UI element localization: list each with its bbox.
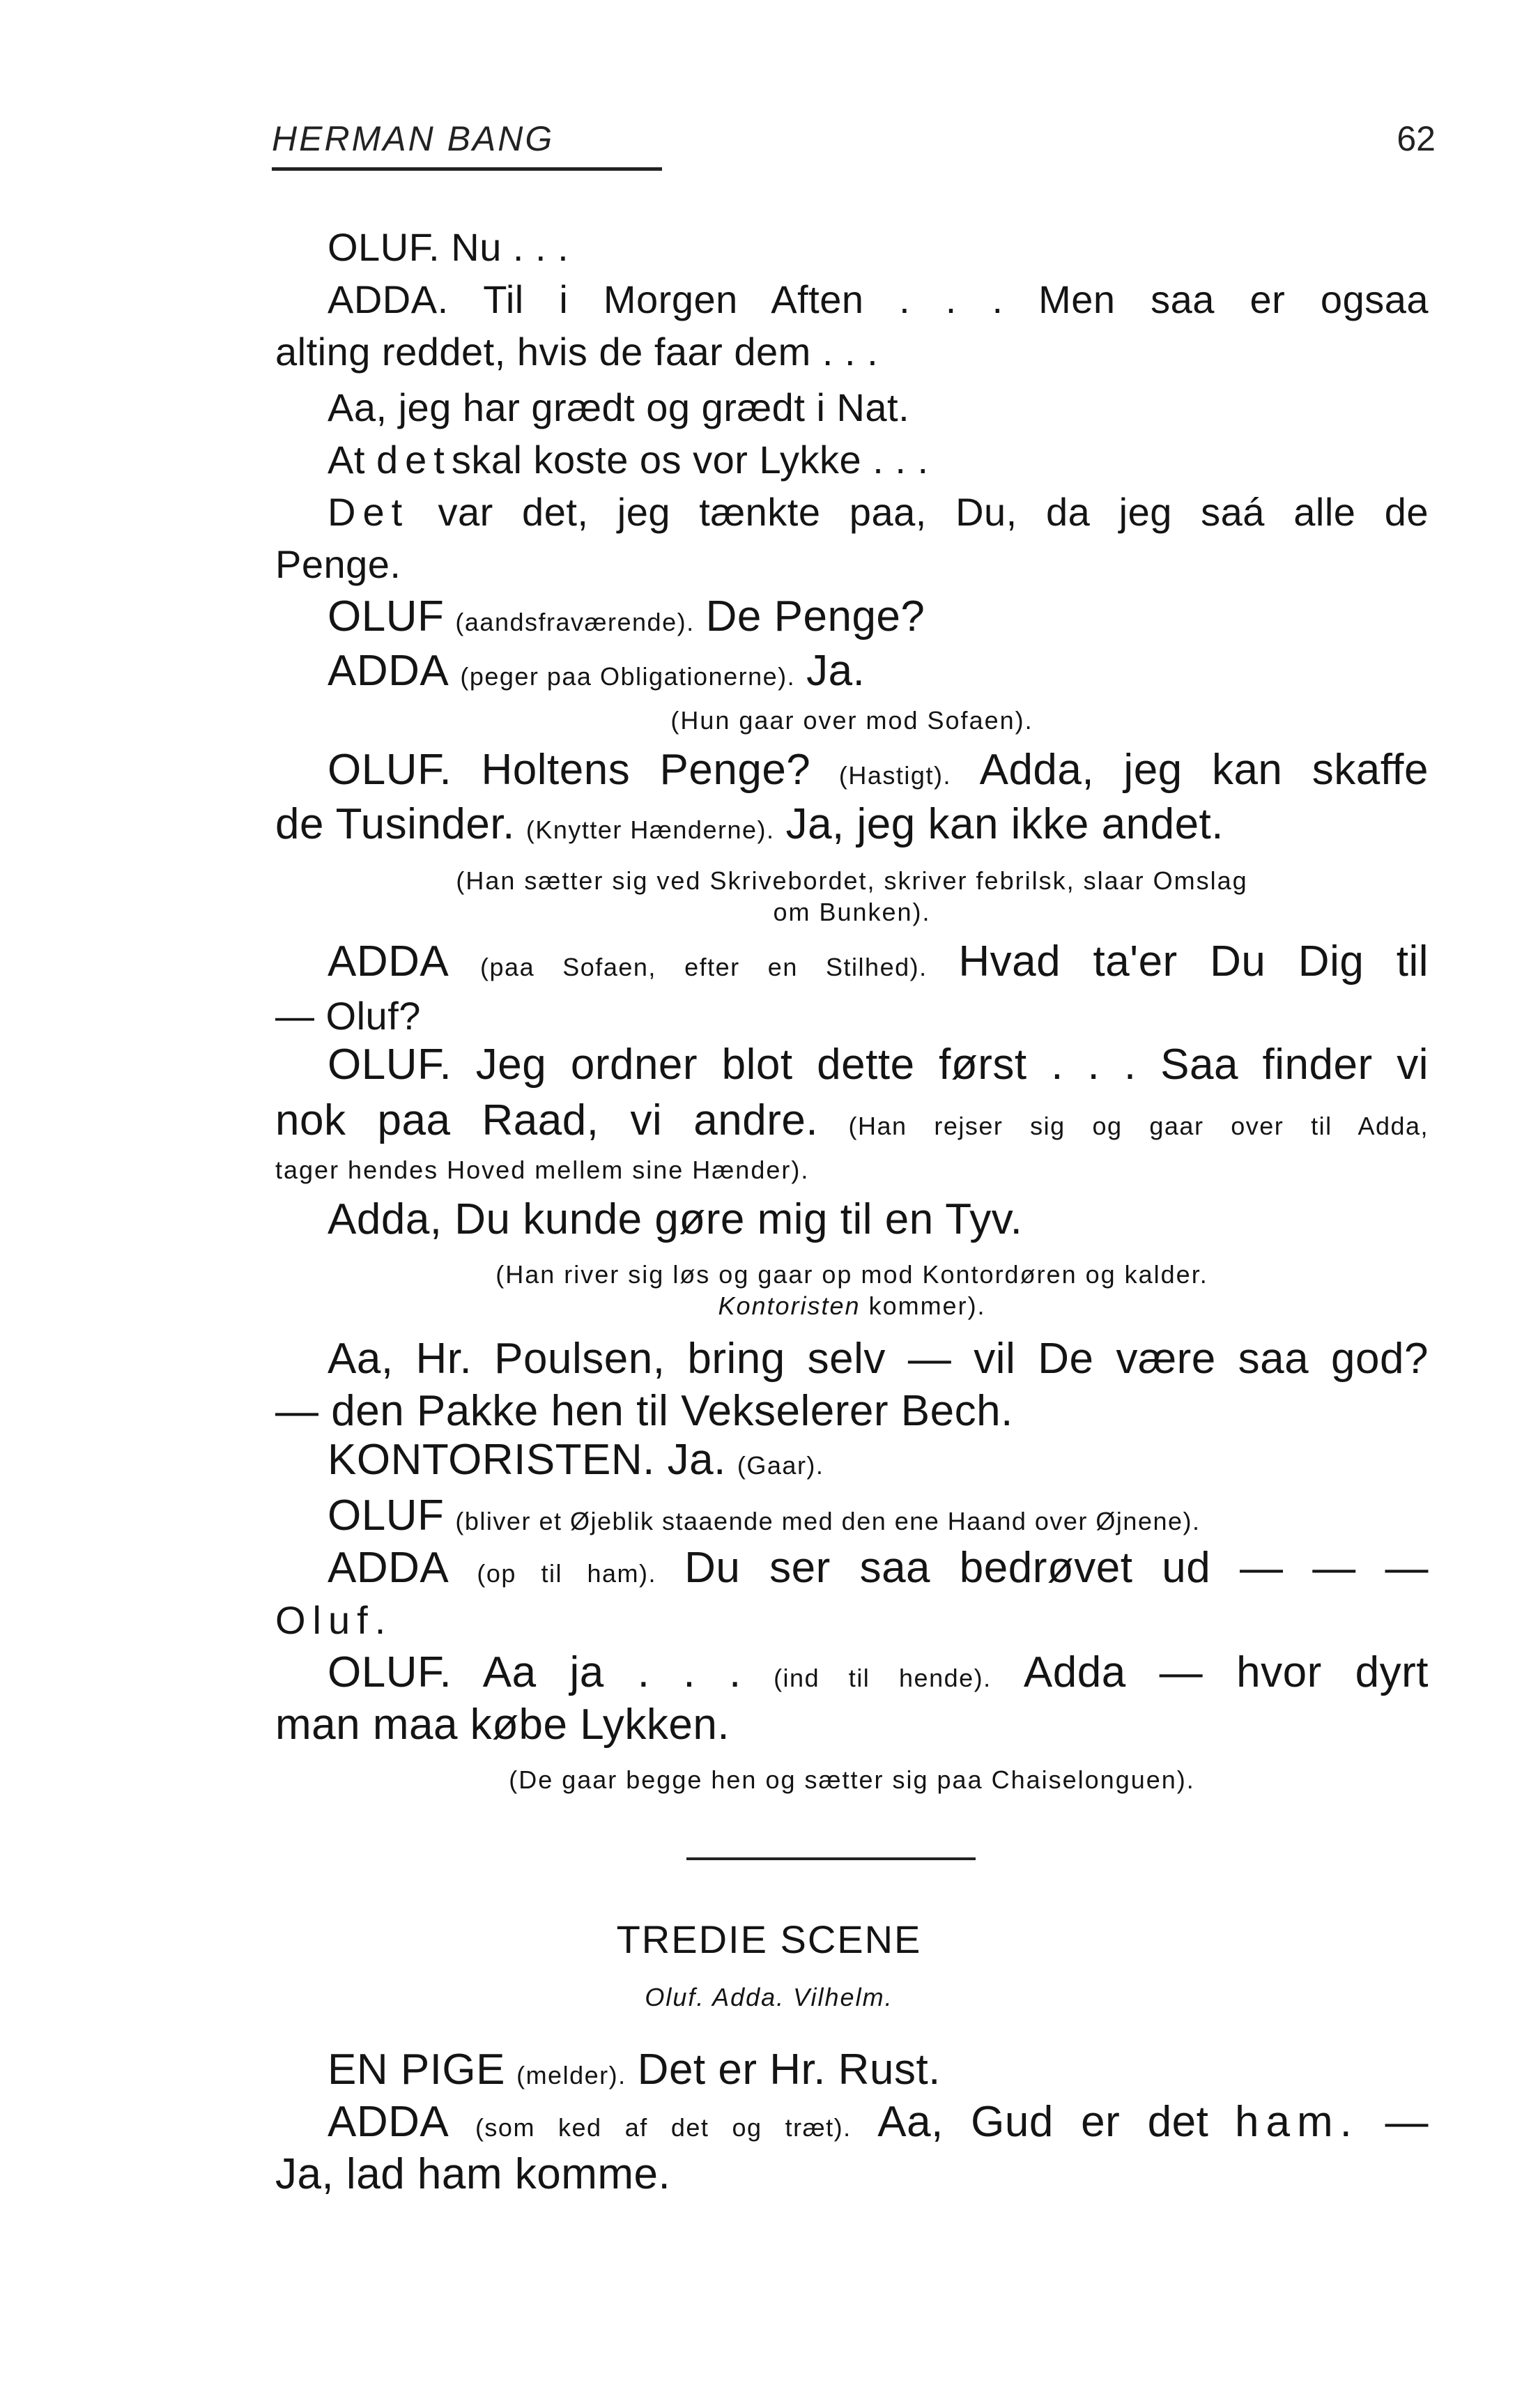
line-text: Penge. xyxy=(275,542,401,586)
dialogue-line xyxy=(275,383,1429,432)
dialogue-line xyxy=(275,800,1429,854)
dialogue-line xyxy=(275,1041,1429,1090)
stage-direction: (Gaar). xyxy=(737,1451,824,1480)
line-text: Aa, Gud er det xyxy=(877,2098,1209,2146)
speaker-name: OLUF xyxy=(328,1491,445,1540)
line-text: — Oluf? xyxy=(275,994,421,1038)
line-text: Aa, jeg har grædt og grædt i Nat. xyxy=(328,385,910,429)
speaker-name: EN PIGE xyxy=(328,2046,506,2094)
line-text: nok paa Raad, vi andre. xyxy=(275,1096,819,1144)
line-text: Adda — hvor dyrt xyxy=(1023,1648,1429,1696)
dialogue-line xyxy=(275,1096,1429,1151)
stage-direction: tager hendes Hoved mellem sine Hænder). xyxy=(275,1156,810,1184)
line-text: de Tusinder. xyxy=(275,800,515,848)
stage-direction: (De gaar begge hen og sætter sig paa Chaiselonguen). xyxy=(509,1765,1195,1794)
dialogue-line xyxy=(275,488,1429,537)
dialogue-line xyxy=(275,1387,1429,1436)
dialogue-line xyxy=(275,436,1429,484)
line-text: De Penge? xyxy=(705,592,925,641)
line-text: OLUF. Holtens Penge? xyxy=(328,746,811,794)
emphasized-text: ham. xyxy=(1235,2098,1359,2146)
dialogue-line xyxy=(275,746,1429,800)
dialogue-line xyxy=(275,2150,1429,2200)
line-text: Hvad ta'er Du Dig til xyxy=(958,937,1429,986)
stage-direction: (som ked af det og træt). xyxy=(475,2113,852,2142)
line-text: Ja, lad ham komme. xyxy=(275,2150,671,2198)
line-text: — xyxy=(1385,2098,1429,2146)
dialogue-line xyxy=(275,275,1429,324)
line-text: Ja, jeg kan ikke andet. xyxy=(785,800,1224,848)
dialogue-line xyxy=(275,992,1429,1041)
emphasized-text: Det xyxy=(328,490,410,534)
character-name: Kontoristen xyxy=(718,1291,861,1320)
stage-direction: (bliver et Øjeblik staaende med den ene Haand over Øjnene). xyxy=(455,1507,1201,1535)
dialogue-line xyxy=(275,1544,1429,1598)
line-text: At xyxy=(328,438,365,482)
stage-direction: (aandsfraværende). xyxy=(455,608,695,636)
stage-direction-text: kommer). xyxy=(868,1291,986,1320)
dialogue-line xyxy=(275,2098,1429,2152)
stage-direction: (peger paa Obligationerne). xyxy=(460,662,796,691)
dialogue-line xyxy=(275,1648,1429,1703)
stage-direction: (paa Sofaen, efter en Stilhed). xyxy=(480,953,928,981)
line-text: skal koste os vor Lykke . . . xyxy=(451,438,929,482)
line-text: man maa købe Lykken. xyxy=(275,1701,730,1749)
stage-direction: (melder). xyxy=(516,2061,626,2089)
stage-direction: (Han rejser sig og gaar over til Adda, xyxy=(848,1112,1429,1140)
dialogue-line xyxy=(275,2046,1429,2100)
stage-direction: om Bunken). xyxy=(773,898,931,926)
line-text: Aa, Hr. Poulsen, bring selv — vil De være saa god? xyxy=(328,1335,1429,1383)
dialogue-line xyxy=(275,1335,1429,1384)
line-text: KONTORISTEN. Ja. xyxy=(328,1436,726,1484)
dialogue-line xyxy=(275,1195,1429,1245)
line-text: OLUF. Jeg ordner blot dette først . . . Saa finder vi xyxy=(328,1041,1429,1089)
scene-title: TREDIE SCENE xyxy=(616,1917,922,1961)
dialogue-line xyxy=(275,328,1429,376)
scene-divider xyxy=(686,1857,976,1860)
stage-direction: (Hastigt). xyxy=(838,761,951,790)
dialogue-line xyxy=(275,1596,1429,1645)
stage-direction: (op til ham). xyxy=(477,1559,657,1588)
line-text: OLUF. Aa ja . . . xyxy=(328,1648,741,1696)
dialogue-line xyxy=(275,647,1429,701)
dialogue-line xyxy=(275,1701,1429,1750)
page-number: 62 xyxy=(1397,119,1436,158)
speaker-name: OLUF xyxy=(328,592,445,641)
emphasized-text: Oluf. xyxy=(275,1598,393,1642)
dialogue-line xyxy=(275,937,1429,992)
line-text: Du ser saa bedrøvet ud — — — xyxy=(684,1544,1429,1592)
speaker-name: ADDA xyxy=(328,937,449,986)
line-text: Det er Hr. Rust. xyxy=(637,2046,941,2094)
speaker-name: ADDA xyxy=(328,2098,449,2146)
dialogue-line xyxy=(275,223,1429,272)
line-text: Adda, jeg kan skaffe xyxy=(979,746,1429,794)
dialogue-line xyxy=(275,592,1429,647)
emphasized-text: det xyxy=(376,438,452,482)
line-text: Adda, Du kunde gøre mig til en Tyv. xyxy=(328,1195,1023,1243)
line-text: OLUF. Nu . . . xyxy=(328,225,569,269)
dialogue-line xyxy=(275,1436,1429,1490)
page-header xyxy=(272,112,1436,174)
dialogue-line xyxy=(275,1491,1429,1546)
scene-persons: Oluf. Adda. Vilhelm. xyxy=(645,1983,893,2011)
dialogue-line xyxy=(275,540,1429,589)
running-title: HERMAN BANG xyxy=(272,119,555,158)
line-text: — den Pakke hen til Vekselerer Bech. xyxy=(275,1387,1013,1435)
stage-direction: (Han river sig løs og gaar op mod Kontordøren og kalder. xyxy=(495,1260,1208,1289)
line-text: alting reddet, hvis de faar dem . . . xyxy=(275,330,879,374)
line-text: var det, jeg tænkte paa, Du, da jeg saá alle de xyxy=(438,490,1429,534)
header-rule xyxy=(272,167,662,171)
speaker-name: ADDA xyxy=(328,1544,449,1592)
stage-direction: (Hun gaar over mod Sofaen). xyxy=(670,706,1033,735)
line-text: Ja. xyxy=(806,647,866,695)
stage-direction xyxy=(275,1289,1429,1323)
speaker-name: ADDA xyxy=(328,647,449,695)
stage-direction: (Han sætter sig ved Skrivebordet, skriver febrilsk, slaar Omslag xyxy=(456,866,1248,895)
line-text: ADDA. Til i Morgen Aften . . . Men saa er ogsaa xyxy=(328,277,1429,321)
stage-direction: (ind til hende). xyxy=(774,1664,992,1692)
stage-direction: (Knytter Hænderne). xyxy=(525,815,775,844)
